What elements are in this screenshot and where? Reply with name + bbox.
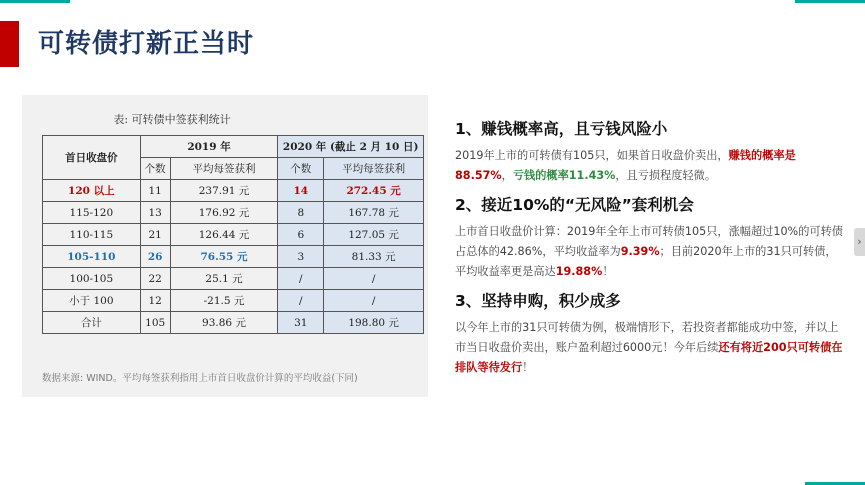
cell-range: 105-110 bbox=[43, 246, 141, 268]
section-2-body bbox=[455, 222, 845, 282]
cell-range: 115-120 bbox=[43, 202, 141, 224]
cell-profit-2020: 198.80 元 bbox=[324, 312, 424, 334]
table-row bbox=[43, 202, 424, 224]
subheader-profit-2019: 平均每签获利 bbox=[170, 158, 278, 180]
section-3-title: 3、坚持申购，积少成多 bbox=[455, 292, 621, 310]
cell-profit-2019: 126.44 元 bbox=[170, 224, 278, 246]
table-row bbox=[43, 268, 424, 290]
section-2-text: ！ bbox=[602, 265, 614, 278]
top-left-accent-line bbox=[0, 0, 70, 3]
cell-range: 110-115 bbox=[43, 224, 141, 246]
cell-count-2020: / bbox=[278, 268, 324, 290]
cell-count-2019: 13 bbox=[140, 202, 170, 224]
section-1-loss-rate: 亏钱的概率11.43% bbox=[512, 169, 616, 182]
cell-count-2020: 31 bbox=[278, 312, 324, 334]
slide-title: 可转债打新正当时 bbox=[38, 29, 255, 59]
header-range: 首日收盘价 bbox=[43, 136, 141, 180]
cell-count-2019: 22 bbox=[140, 268, 170, 290]
section-3-highlight: 还有将近200只可转债在排队等待发行 bbox=[455, 341, 843, 374]
cell-range: 合计 bbox=[43, 312, 141, 334]
cell-count-2020: / bbox=[278, 290, 324, 312]
section-2-text: ；目前2020年上市的31只可转债，平均收益率更是高达 bbox=[455, 245, 837, 278]
cell-profit-2020: 81.33 元 bbox=[324, 246, 424, 268]
section-1-text: ，且亏损程度轻微。 bbox=[615, 169, 717, 182]
cell-count-2020: 6 bbox=[278, 224, 324, 246]
cell-count-2019: 21 bbox=[140, 224, 170, 246]
section-2-title: 2、接近10%的“无风险”套利机会 bbox=[455, 196, 694, 214]
cell-count-2020: 3 bbox=[278, 246, 324, 268]
table-image-panel bbox=[22, 95, 428, 397]
subheader-count-2020: 个数 bbox=[278, 158, 324, 180]
cell-profit-2019: 237.91 元 bbox=[170, 180, 278, 202]
section-2-text: 上市首日收盘价计算：2019年全年上市可转债105只，涨幅超过10%的可转债占总体的42.86%，平均收益率为 bbox=[455, 225, 843, 258]
cell-count-2020: 14 bbox=[278, 180, 324, 202]
table-total-row bbox=[43, 312, 424, 334]
header-2019: 2019 年 bbox=[140, 136, 278, 158]
subheader-count-2019: 个数 bbox=[140, 158, 170, 180]
section-3-text: ！ bbox=[522, 361, 534, 374]
cell-profit-2019: -21.5 元 bbox=[170, 290, 278, 312]
section-2-return-2019: 9.39% bbox=[620, 245, 660, 258]
table-caption: 表: 可转债中签获利统计 bbox=[113, 113, 231, 126]
top-right-accent-line bbox=[795, 0, 865, 3]
profit-stats-table bbox=[42, 135, 424, 334]
cell-profit-2019: 76.55 元 bbox=[170, 246, 278, 268]
data-source-note: 数据来源: WIND。平均每签获利指用上市首日收盘价计算的平均收益(下同) bbox=[42, 373, 358, 384]
section-3-text: 以今年上市的31只可转债为例，极端情形下，若投资者都能成功中签，并以上市当日收盘价卖出，账户盈利超过6000元！今年后续 bbox=[455, 321, 839, 354]
section-1-win-rate: 赚钱的概率是88.57% bbox=[455, 149, 796, 182]
cell-count-2019: 105 bbox=[140, 312, 170, 334]
subheader-profit-2020: 平均每签获利 bbox=[324, 158, 424, 180]
section-1-text: ， bbox=[501, 169, 513, 182]
table-header-row bbox=[43, 136, 424, 158]
section-1-text: 2019年上市的可转债有105只，如果首日收盘价卖出， bbox=[455, 149, 729, 162]
cell-count-2019: 12 bbox=[140, 290, 170, 312]
cell-profit-2020: / bbox=[324, 268, 424, 290]
table-row bbox=[43, 224, 424, 246]
cell-range: 120 以上 bbox=[43, 180, 141, 202]
cell-range: 100-105 bbox=[43, 268, 141, 290]
key-points bbox=[455, 118, 845, 386]
title-accent-bar bbox=[0, 21, 19, 67]
cell-profit-2019: 93.86 元 bbox=[170, 312, 278, 334]
cell-profit-2020: / bbox=[324, 290, 424, 312]
cell-range: 小于 100 bbox=[43, 290, 141, 312]
cell-profit-2019: 176.92 元 bbox=[170, 202, 278, 224]
table-row bbox=[43, 246, 424, 268]
cell-count-2020: 8 bbox=[278, 202, 324, 224]
cell-profit-2019: 25.1 元 bbox=[170, 268, 278, 290]
section-1-title: 1、赚钱概率高，且亏钱风险小 bbox=[455, 120, 668, 138]
section-3-body bbox=[455, 318, 845, 378]
next-slide-chevron-icon[interactable]: › bbox=[854, 228, 865, 256]
section-1-body bbox=[455, 146, 845, 186]
table-row bbox=[43, 290, 424, 312]
cell-profit-2020: 272.45 元 bbox=[324, 180, 424, 202]
table-row bbox=[43, 180, 424, 202]
cell-profit-2020: 167.78 元 bbox=[324, 202, 424, 224]
cell-profit-2020: 127.05 元 bbox=[324, 224, 424, 246]
cell-count-2019: 11 bbox=[140, 180, 170, 202]
section-2-return-2020: 19.88% bbox=[555, 265, 603, 278]
header-2020: 2020 年 (截止 2 月 10 日) bbox=[278, 136, 424, 158]
cell-count-2019: 26 bbox=[140, 246, 170, 268]
